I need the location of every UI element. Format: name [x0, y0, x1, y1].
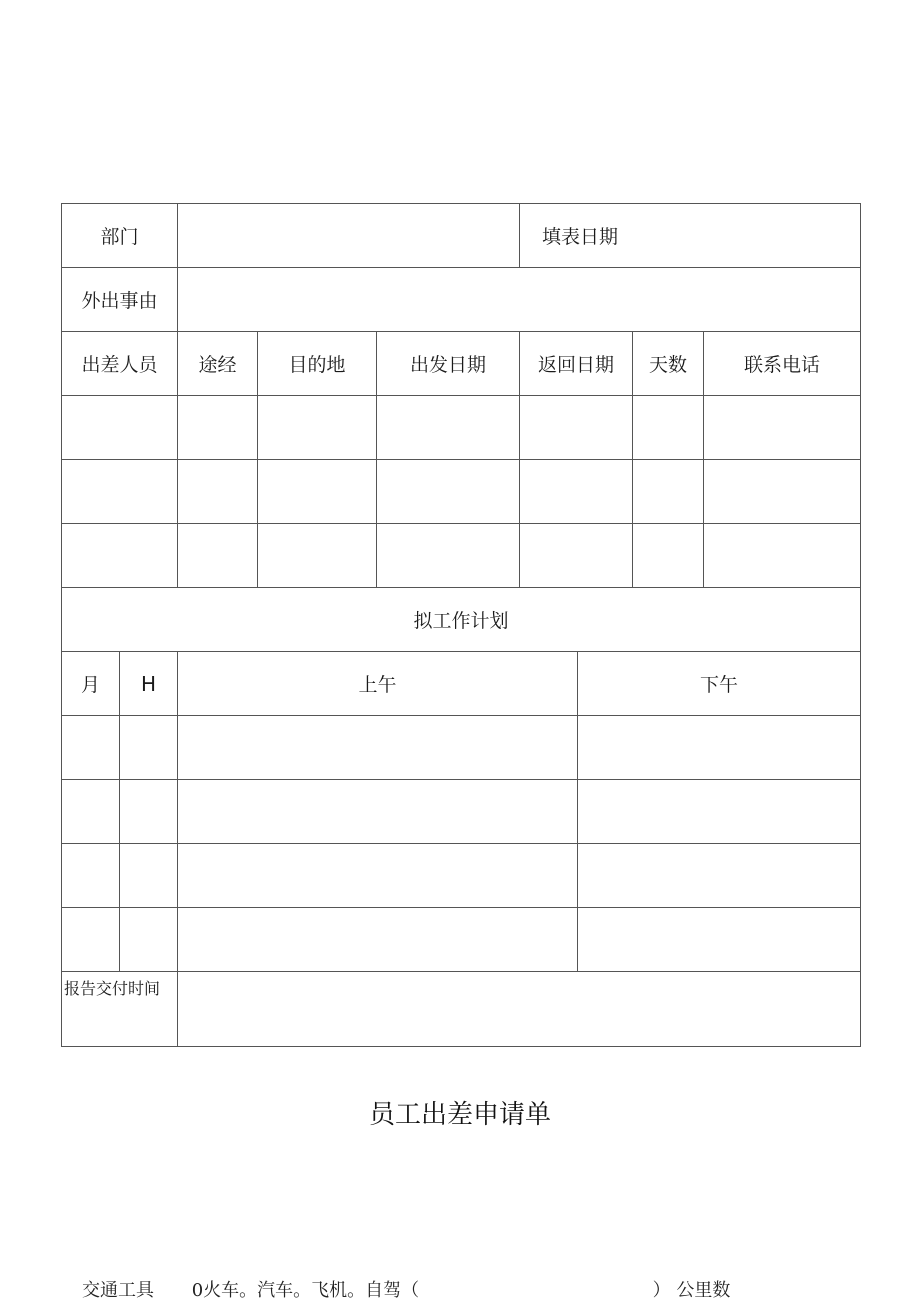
afternoon-cell[interactable] — [578, 716, 861, 780]
days-cell[interactable] — [633, 396, 704, 460]
traveler-cell[interactable] — [62, 396, 178, 460]
plan-row — [62, 716, 861, 780]
morning-cell[interactable] — [178, 908, 578, 972]
departure-date-cell[interactable] — [377, 524, 520, 588]
plan-title: 拟工作计划 — [62, 588, 861, 652]
travel-row — [62, 460, 861, 524]
col-route: 途经 — [178, 332, 258, 396]
return-date-cell[interactable] — [520, 524, 633, 588]
col-day: H — [120, 652, 178, 716]
afternoon-cell[interactable] — [578, 908, 861, 972]
travel-header-row — [62, 332, 861, 396]
day-cell[interactable] — [120, 844, 178, 908]
month-cell[interactable] — [62, 844, 120, 908]
route-cell[interactable] — [178, 460, 258, 524]
col-morning: 上午 — [178, 652, 578, 716]
plan-row — [62, 780, 861, 844]
close-paren: ） — [652, 1280, 671, 1301]
col-afternoon: 下午 — [578, 652, 861, 716]
travel-row — [62, 396, 861, 460]
report-row — [62, 972, 861, 1047]
reason-label: 外出事由 — [62, 268, 178, 332]
travel-form-table — [61, 203, 861, 1047]
reason-row — [62, 268, 861, 332]
fill-date-label: 填表日期 — [542, 226, 619, 248]
form-title: 员工出差申请单 — [368, 1100, 551, 1130]
destination-cell[interactable] — [258, 460, 377, 524]
departure-date-cell[interactable] — [377, 460, 520, 524]
plan-row — [62, 844, 861, 908]
report-field[interactable] — [178, 972, 861, 1047]
plan-row — [62, 908, 861, 972]
return-date-cell[interactable] — [520, 460, 633, 524]
return-date-cell[interactable] — [520, 396, 633, 460]
departure-date-cell[interactable] — [377, 396, 520, 460]
day-cell[interactable] — [120, 780, 178, 844]
days-cell[interactable] — [633, 524, 704, 588]
col-departure-date: 出发日期 — [377, 332, 520, 396]
month-cell[interactable] — [62, 716, 120, 780]
col-destination: 目的地 — [258, 332, 377, 396]
day-cell[interactable] — [120, 716, 178, 780]
department-label: 部门 — [62, 204, 178, 268]
report-label: 报告交付时间 — [62, 972, 178, 1047]
afternoon-cell[interactable] — [578, 844, 861, 908]
traveler-cell[interactable] — [62, 460, 178, 524]
plan-header-row — [62, 652, 861, 716]
phone-cell[interactable] — [704, 396, 861, 460]
travel-row — [62, 524, 861, 588]
traveler-cell[interactable] — [62, 524, 178, 588]
col-phone: 联系电话 — [704, 332, 861, 396]
day-cell[interactable] — [120, 908, 178, 972]
transport-label: 交通工具 — [82, 1280, 154, 1301]
phone-cell[interactable] — [704, 460, 861, 524]
month-cell[interactable] — [62, 780, 120, 844]
mileage-label: 公里数 — [676, 1280, 731, 1301]
transport-other-field[interactable] — [425, 1280, 647, 1301]
transport-line — [82, 1276, 730, 1302]
plan-title-row — [62, 588, 861, 652]
route-cell[interactable] — [178, 524, 258, 588]
morning-cell[interactable] — [178, 716, 578, 780]
department-row — [62, 204, 861, 268]
department-field[interactable] — [178, 204, 520, 268]
morning-cell[interactable] — [178, 844, 578, 908]
phone-cell[interactable] — [704, 524, 861, 588]
fill-date-field[interactable] — [520, 204, 861, 268]
route-cell[interactable] — [178, 396, 258, 460]
destination-cell[interactable] — [258, 524, 377, 588]
destination-cell[interactable] — [258, 396, 377, 460]
col-days: 天数 — [633, 332, 704, 396]
afternoon-cell[interactable] — [578, 780, 861, 844]
reason-field[interactable] — [178, 268, 861, 332]
transport-options[interactable]: 0火车。汽车。飞机。自驾（ — [191, 1280, 420, 1301]
col-return-date: 返回日期 — [520, 332, 633, 396]
days-cell[interactable] — [633, 460, 704, 524]
month-cell[interactable] — [62, 908, 120, 972]
col-travelers: 出差人员 — [62, 332, 178, 396]
morning-cell[interactable] — [178, 780, 578, 844]
col-month: 月 — [62, 652, 120, 716]
